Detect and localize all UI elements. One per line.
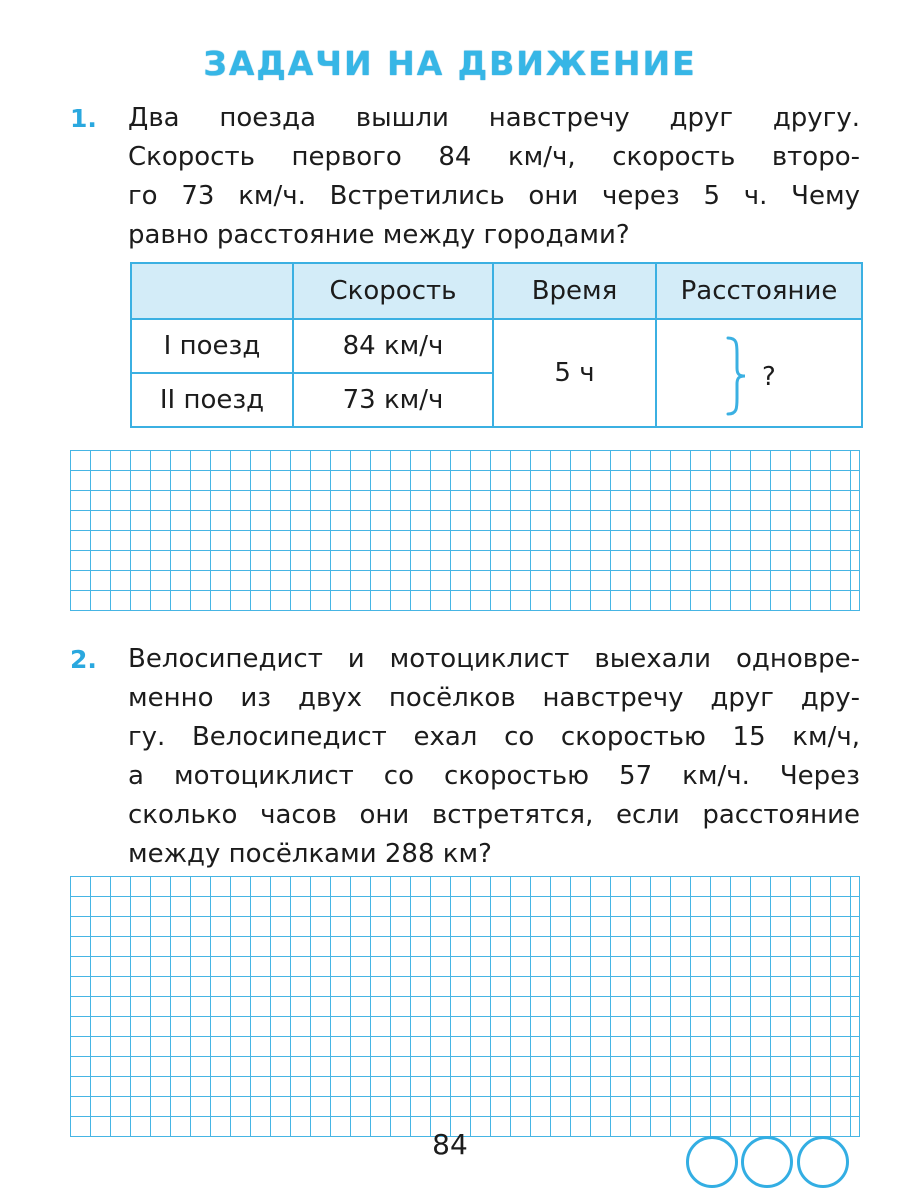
task-1-line-2: Скорость первого 84 км/ч, скорость второ- — [128, 142, 860, 172]
task-1-line-1: Два поезда вышли навстречу друг другу. — [128, 103, 860, 133]
task-2-line-4: а мотоциклист со скоростью 57 км/ч. Через — [128, 761, 860, 791]
task-1-line-3: го 73 км/ч. Встретились они через 5 ч. Чему — [128, 181, 860, 211]
self-assessment-circle-icon[interactable] — [686, 1136, 738, 1188]
table-row — [131, 319, 862, 373]
table-header-distance: Расстояние — [656, 263, 862, 319]
task-2-line-2: менно из двух посёлков навстречу друг дру- — [128, 683, 860, 713]
self-assessment-circle-icon[interactable] — [797, 1136, 849, 1188]
curly-brace-icon — [725, 336, 747, 416]
train-1-label: I поезд — [131, 319, 293, 373]
table-header-empty — [131, 263, 293, 319]
task-1-text — [128, 99, 860, 255]
task-1-table — [130, 262, 863, 428]
self-assessment-circle-icon[interactable] — [741, 1136, 793, 1188]
page-title: ЗАДАЧИ НА ДВИЖЕНИЕ — [203, 44, 697, 83]
answer-grid-2[interactable] — [70, 876, 860, 1137]
train-1-speed: 84 км/ч — [293, 319, 493, 373]
task-1-number: 1. — [70, 104, 97, 133]
table-header-row — [131, 263, 862, 319]
task-2-line-5: сколько часов они встретятся, если расстояние — [128, 800, 860, 830]
task-2-text — [128, 640, 860, 874]
distance-unknown: ? — [762, 362, 776, 392]
table-header-speed: Скорость — [293, 263, 493, 319]
task-2-line-3: гу. Велосипедист ехал со скоростью 15 км/ч, — [128, 722, 860, 752]
train-2-speed: 73 км/ч — [293, 373, 493, 427]
answer-grid-1[interactable] — [70, 450, 860, 611]
table-header-time: Время — [493, 263, 656, 319]
train-2-label: II поезд — [131, 373, 293, 427]
task-2-number: 2. — [70, 645, 97, 674]
page-number: 84 — [432, 1128, 468, 1161]
task-2-line-6: между посёлками 288 км? — [128, 839, 492, 869]
distance-cell — [656, 319, 862, 427]
time-cell: 5 ч — [493, 319, 656, 427]
task-1-line-4: равно расстояние между городами? — [128, 220, 630, 250]
task-2-line-1: Велосипедист и мотоциклист выехали одновре- — [128, 644, 860, 674]
